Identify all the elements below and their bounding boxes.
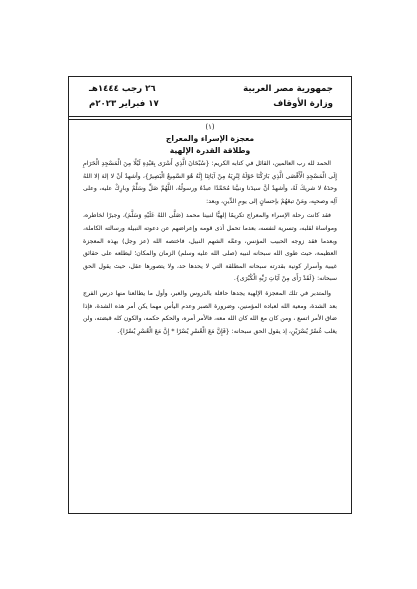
header-divider-thin bbox=[69, 119, 351, 120]
paragraph-isra: فقد كانت رحلة الإسراء والمعراج تكريمًا إلهيًّا لنبينا محمد (صَلَّى اللهُ عَلَيْهِ وَسَلَّمَ)، وجبرًا لخاطره، ومواساة لقلبه، وتسرية لنفسه، بعدما تحمل أذى قومه وإعراضهم عن دعوته النبيلة ورسالته الكاملة، وبعدما فقد زوجه الحبيب المؤنس، وعمَّه الشهم النبيل، فاختصه الله (عز وجل) بهذه المعجزة العظيمة، حيث طوى الله سبحانه لنبيه (صلى الله عليه وسلم) الزمان والمكان؛ ليطلعه على حقائق غيبية وأسرار كونية بقدرته سبحانه المطلقة التي لا يحدها حد، ولا يتصورها عقل، حيث يقول الحق سبحانه: {لَقَدْ رَأَى مِنْ آيَاتِ رَبِّهِ الْكُبْرَى}. bbox=[83, 212, 337, 283]
letterhead bbox=[69, 77, 351, 115]
sermon-body bbox=[83, 123, 337, 339]
paragraph-lessons: والمتدبر في تلك المعجزة الإلهية يجدها حافلة بالدروس والعبر، وأول ما يطالعنا منها درس الفرج بعد الشدة، ومعية الله لعباده المؤمنين، وضرورة الصبر وعدم اليأس مهما يكن أمر هذه الشدة، فإذا ضاق الأمر اتسع ، ومن كان مع الله كان الله معه، فالأمر أمره، والحكم حكمه، والكون كله قبضته، ولن يغلب عُسْرٌ يُسْرَيْنِ، إذ يقول الحق سبحانه: {فَإِنَّ مَعَ الْعُسْرِ يُسْرًا * إِنَّ مَعَ الْعُسْرِ يُسْرًا}. bbox=[83, 289, 337, 335]
document-page bbox=[68, 76, 352, 514]
paragraph-opening: الحمد لله رب العالمين، القائل في كتابه الكريم: {سُبْحَانَ الَّذِي أَسْرَى بِعَبْدِهِ لَيْلًا مِنَ الْمَسْجِدِ الْحَرَامِ إِلَى الْمَسْجِدِ الْأَقْصَى الَّذِي بَارَكْنَا حَوْلَهُ لِنُرِيَهُ مِنْ آيَاتِنَا إِنَّهُ هُوَ السَّمِيعُ الْبَصِيرُ}، وأشهدُ أنْ لا إلهَ إلا اللهُ وحدَهُ لا شريكَ لَهُ، وأشهدُ أنَّ سيدَنا ونبيَّنا مُحَمَّدًا عبدُهُ ورسولُهُ، اللَّهُمَّ صَلِّ وسَلِّمْ وبارِكْ عليه، وعلى آلِه وصحبِه، ومَنْ تبعَهُمْ بإحسانٍ إلى يومِ الدِّينِ، وبعد: bbox=[83, 160, 337, 205]
sermon-subtitle: وطلاقة القدرة الإلهية bbox=[169, 146, 251, 155]
ministry-name: وزارة الأوقاف bbox=[273, 99, 333, 109]
gregorian-date: ١٧ فبراير ٢٠٢٣م bbox=[89, 99, 159, 109]
country-name: جمهورية مصر العربية bbox=[243, 84, 333, 94]
sermon-title: معجزة الإسراء والمعراج bbox=[165, 134, 255, 143]
header-divider bbox=[69, 116, 351, 117]
sermon-number: (١) bbox=[205, 123, 215, 131]
hijri-date: ٢٦ رجب ١٤٤٤هـ bbox=[89, 84, 156, 94]
